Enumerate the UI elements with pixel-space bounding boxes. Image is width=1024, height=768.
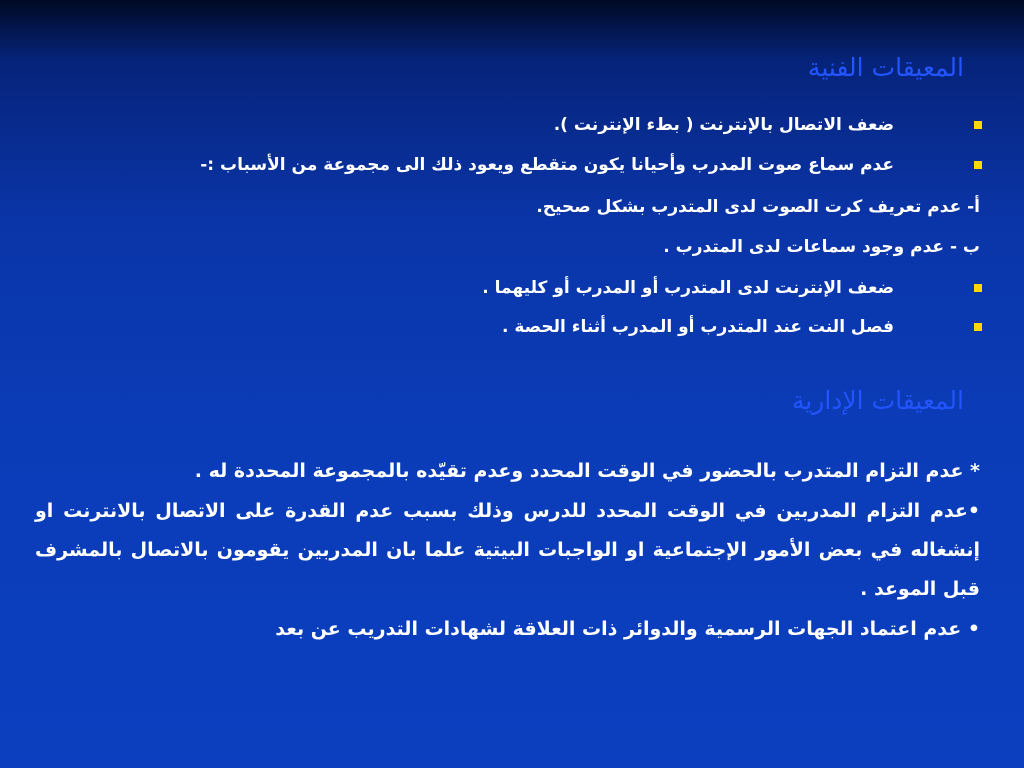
admin-item-1: * عدم التزام المتدرب بالحضور في الوقت المحدد وعدم تقيّده بالمجموعة المحددة له . [194,460,980,482]
square-bullet-icon [974,161,982,169]
technical-obstacles-heading: المعيقات الفنية [807,53,964,82]
list-item-text: ضعف الاتصال بالإنترنت ( بطء الإنترنت ). [553,115,894,135]
square-bullet-icon [974,121,982,129]
admin-item-2: •عدم التزام المدربين في الوقت المحدد للدرس وذلك بسبب عدم القدرة على الاتصال بالانترنت او إنشغاله في بعض الأمور الإجتماعية او الواجبات البيتية علما بان المدربين يقومون بالاتصال بالمشرف قبل الموعد . [35,500,980,600]
list-item-text: فصل النت عند المتدرب أو المدرب أثناء الحصة . [501,317,894,337]
administrative-obstacles-heading: المعيقات الإدارية [791,386,964,415]
square-bullet-icon [974,284,982,292]
list-item-text: أ- عدم تعريف كرت الصوت لدى المتدرب بشكل صحيح. [536,197,980,217]
admin-item-3: • عدم اعتماد الجهات الرسمية والدوائر ذات العلاقة لشهادات التدريب عن بعد [275,618,980,640]
list-item-text: ب - عدم وجود سماعات لدى المتدرب . [663,237,980,257]
square-bullet-icon [974,323,982,331]
list-item-text: عدم سماع صوت المدرب وأحيانا يكون متقطع ويعود ذلك الى مجموعة من الأسباب :- [200,155,894,175]
list-item-text: ضعف الإنترنت لدى المتدرب أو المدرب أو كليهما . [482,278,894,298]
